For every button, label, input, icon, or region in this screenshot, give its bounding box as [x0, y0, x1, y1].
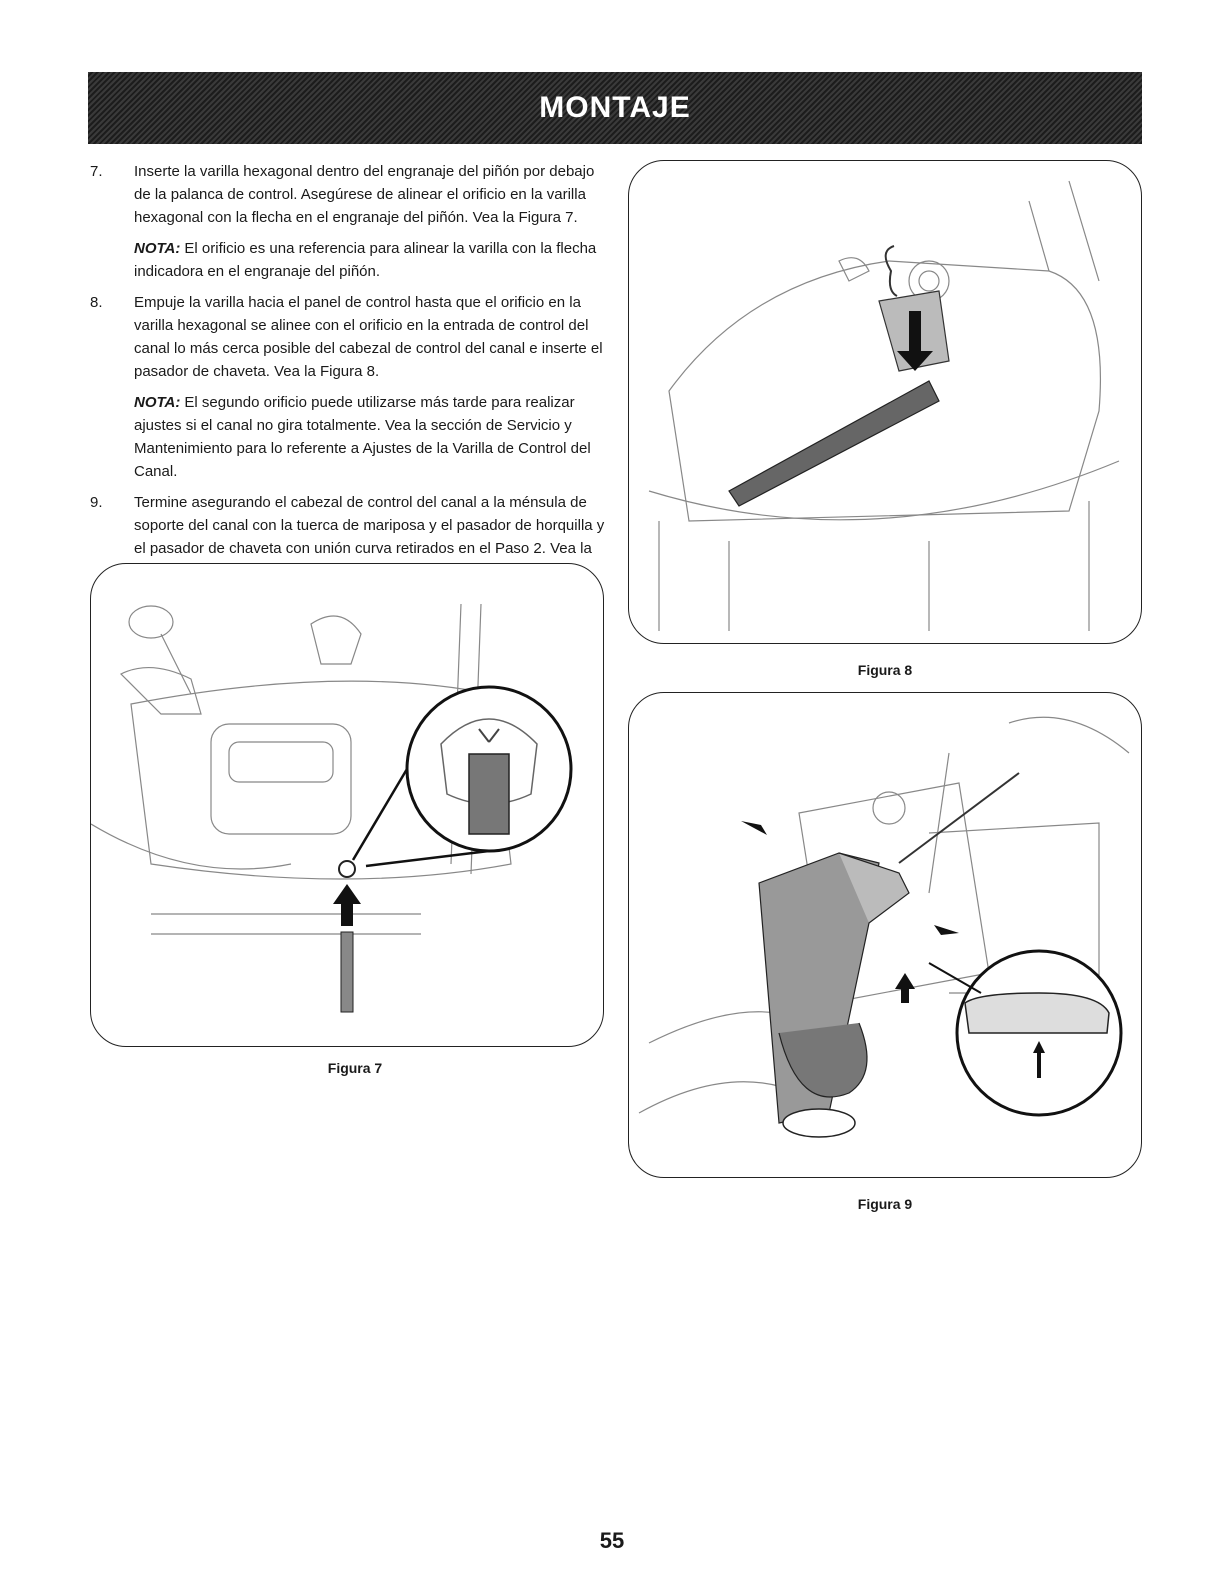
figure-7-illustration — [91, 564, 603, 1046]
note-step-7 — [134, 237, 612, 283]
note-label: NOTA: — [134, 394, 181, 411]
page-number: 55 — [599, 1528, 625, 1553]
figure-8-illustration — [629, 161, 1141, 643]
figure-8-caption: Figura 8 — [857, 662, 913, 678]
step-7 — [90, 160, 612, 229]
figure-9-caption: Figura 9 — [857, 1196, 913, 1212]
note-text: El segundo orificio puede utilizarse más tarde para realizar ajustes si el canal no gira totalmente. Vea la sección de Servicio y Mantenimiento para lo referente a Ajustes de la Varilla de Control del Canal. — [134, 394, 591, 480]
step-number: 8. — [90, 294, 103, 311]
note-label: NOTA: — [134, 240, 181, 257]
step-number: 9. — [90, 494, 103, 511]
section-title: MONTAJE — [539, 91, 691, 124]
section-banner — [88, 72, 1142, 144]
figure-9 — [628, 692, 1142, 1178]
step-text: Inserte la varilla hexagonal dentro del engranaje del piñón por debajo de la palanca de control. Asegúrese de alinear el orificio en la varilla hexagonal con la flecha en el engranaje del piñón. Vea la Figura 7. — [134, 163, 595, 226]
figure-8 — [628, 160, 1142, 644]
step-number: 7. — [90, 163, 103, 180]
note-step-8 — [134, 391, 612, 483]
figure-7-caption: Figura 7 — [327, 1060, 383, 1076]
figure-9-illustration — [629, 693, 1141, 1177]
step-text: Empuje la varilla hacia el panel de control hasta que el orificio en la varilla hexagonal se alinee con el orificio en la entrada de control del canal lo más cerca posible del cabezal de control del canal e inserte el pasador de chaveta. Vea la Figura 8. — [134, 294, 603, 380]
note-text: El orificio es una referencia para alinear la varilla con la flecha indicadora en el engranaje del piñón. — [134, 240, 597, 280]
step-8 — [90, 291, 612, 383]
instructions — [90, 160, 612, 591]
figure-7 — [90, 563, 604, 1047]
step-text: Termine asegurando el cabezal de control del canal a la ménsula de soporte del canal con la tuerca de mariposa y el pasador de horquilla y el pasador de chaveta con unión curva retirados en el Paso 2. Vea la — [134, 494, 605, 557]
